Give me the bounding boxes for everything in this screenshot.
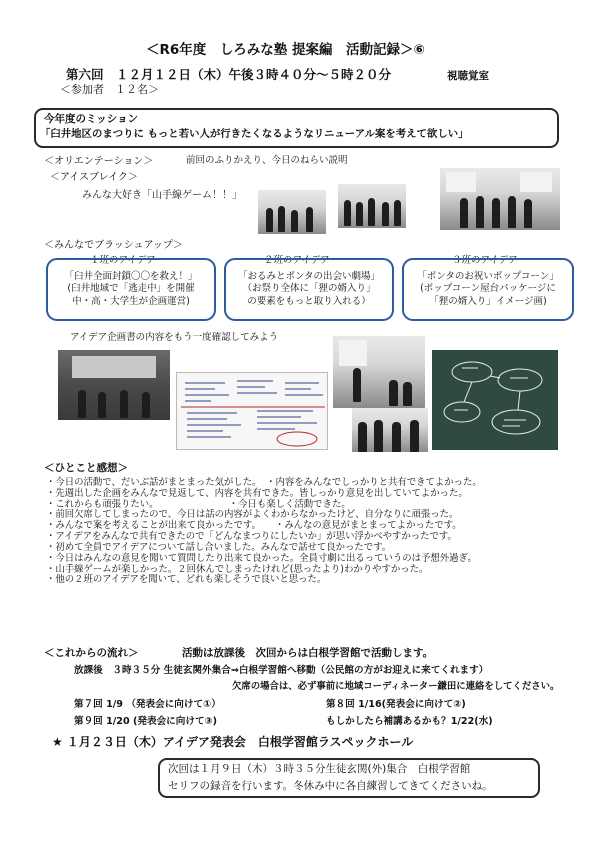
blackboard-diagram-graphic <box>432 350 558 450</box>
orientation-desc: 前回のふりかえり、今日のねらい説明 <box>186 155 348 166</box>
event-announcement: ★ １月２３日（木）アイデア発表会 白根学習館ラスペックホール <box>52 735 414 749</box>
team-1-line-2: (臼井地域で「逃走中」を開催 <box>67 283 195 295</box>
comment-8: ・今日はみんなの意見を聞いて質問したり出来て良かった。全員寸劇に出るっていうのは予想外過ぎ。 <box>46 552 477 564</box>
team-2-line-2: （お祭り全体に「狸の婿入り」 <box>242 283 376 295</box>
comment-6: ・アイデアをみんなで共有できたので「どんなまつりにしたいか」が思い浮かべやすかったです。 <box>46 531 457 543</box>
review-photo-blackboard <box>432 350 558 450</box>
comment-9: ・山手線ゲームが楽しかった。２回休んでしまったけれど(思ったより)わかりやすかった。 <box>46 563 429 575</box>
comments-label: ＜ひとこと感想＞ <box>44 462 128 474</box>
team-3-line-2: (ポップコーン屋台パッケージに <box>420 283 556 295</box>
brushup-label: ＜みんなでブラッシュアップ＞ <box>44 240 183 251</box>
icebreak-photo-3 <box>440 168 560 230</box>
page-title: ＜R6年度 しろみな塾 提案編 活動記録＞⑥ <box>146 42 425 58</box>
team-1-head: １班のアイデア <box>90 255 156 266</box>
review-photo-classroom <box>58 350 170 420</box>
icebreak-desc: みんな大好き「山手線ゲーム！！」 <box>82 190 242 201</box>
comment-7: ・初めて全員でアイデアについて話し合いました。みんなで話せて良かったです。 <box>46 541 392 553</box>
schedule-label: ＜これからの流れ＞ <box>44 647 139 659</box>
comment-10: ・他の２班のアイデアを聞いて、どれも楽しそうで良いと思った。 <box>46 574 327 586</box>
participants: ＜参加者 １２名＞ <box>60 83 159 96</box>
team-2-line-3: の要素をもっと取り入れる） <box>247 295 371 307</box>
next-session-line-1: 次回は１月９日（木）３時３５分生徒玄関(外)集合 白根学習館 <box>168 763 471 775</box>
session-info: 第六回 １２月１２日（木）午後３時４０分～５時２０分 <box>66 67 392 82</box>
schedule-extra: もしかしたら補講あるかも？1/22(水) <box>326 716 493 727</box>
schedule-session-9: 第９回 1/20 (発表会に向けて③) <box>74 716 218 727</box>
orientation-label: ＜オリエンテーション＞ <box>44 156 154 167</box>
team-3-title: 「ポンタのお祝いポップコーン」 <box>417 271 559 282</box>
schedule-after-school: 放課後 ３時３５分 生徒玄関外集合⇒白根学習館へ移動（公民館の方がお迎えに来てくれます） <box>74 665 489 676</box>
comments-list <box>46 478 482 586</box>
icebreak-photo-2 <box>338 184 406 228</box>
team-1-idea-box <box>46 255 216 321</box>
icebreak-label: ＜アイスブレイク＞ <box>50 172 138 183</box>
mission-box <box>34 108 559 148</box>
next-session-line-2: セリフの録音を行います。冬休み中に各自練習してきてくださいね。 <box>168 780 493 792</box>
team-2-idea-box <box>224 255 394 321</box>
team-3-head: ３班のアイデア <box>452 255 518 266</box>
comment-5: ・みんなで案を考えることが出来て良かったです。 ・みんなの意見がまとまってよかったです。 <box>46 520 462 532</box>
team-1-line-3: 中・高・大学生が企画運営) <box>72 295 190 307</box>
review-photo-group <box>352 408 428 452</box>
schedule-session-8: 第８回 1/16(発表会に向けて②) <box>326 699 466 710</box>
review-caption: アイデア企画書の内容をもう一度確認してみよう <box>70 332 279 343</box>
whiteboard-notes-graphic <box>177 373 328 450</box>
mission-label: 今年度のミッション <box>44 113 139 125</box>
schedule-session-7: 第７回 1/9 （発表会に向けて①） <box>74 699 221 710</box>
comment-4: ・前回欠席してしまったので、今日は話の内容がよくわからなかったけど、自分なりに頑張った。 <box>46 509 459 521</box>
mission-text: 「臼井地区のまつりに もっと若い人が行きたくなるようなリニューアル案を考えて欲しい」 <box>40 128 469 140</box>
review-photo-whiteboard <box>176 372 328 450</box>
comment-2: ・先週出した企画をみんなで見返して、内容を共有できた。皆しっかり意見を出していてよかった。 <box>46 487 468 499</box>
team-1-title: 「臼井全面封鎖〇〇を救え！」 <box>64 271 198 282</box>
venue: 視聴覚室 <box>447 70 489 82</box>
team-2-title: 「おるみとポンタの出会い劇場」 <box>237 271 381 282</box>
next-session-box <box>158 758 540 798</box>
comment-1: ・今日の活動で、だいぶ話がまとまった気がした。 ・内容をみんなでしっかりと共有できてよかった。 <box>46 477 482 488</box>
team-3-line-3: 「狸の婿入り」イメージ画) <box>429 295 547 307</box>
team-2-head: ２班のアイデア <box>264 255 330 266</box>
schedule-intro: 活動は放課後 次回からは白根学習館で活動します。 <box>182 647 434 659</box>
review-photo-presentation <box>333 336 425 408</box>
schedule-absence: 欠席の場合は、必ず事前に地域コーディネーター鎌田に連絡をしてください。 <box>232 681 560 692</box>
team-3-idea-box <box>402 255 574 321</box>
comment-3: ・これからも頑張りたい。 ・今日も楽しく活動できた。 <box>46 498 351 510</box>
icebreak-photo-1 <box>258 190 326 234</box>
